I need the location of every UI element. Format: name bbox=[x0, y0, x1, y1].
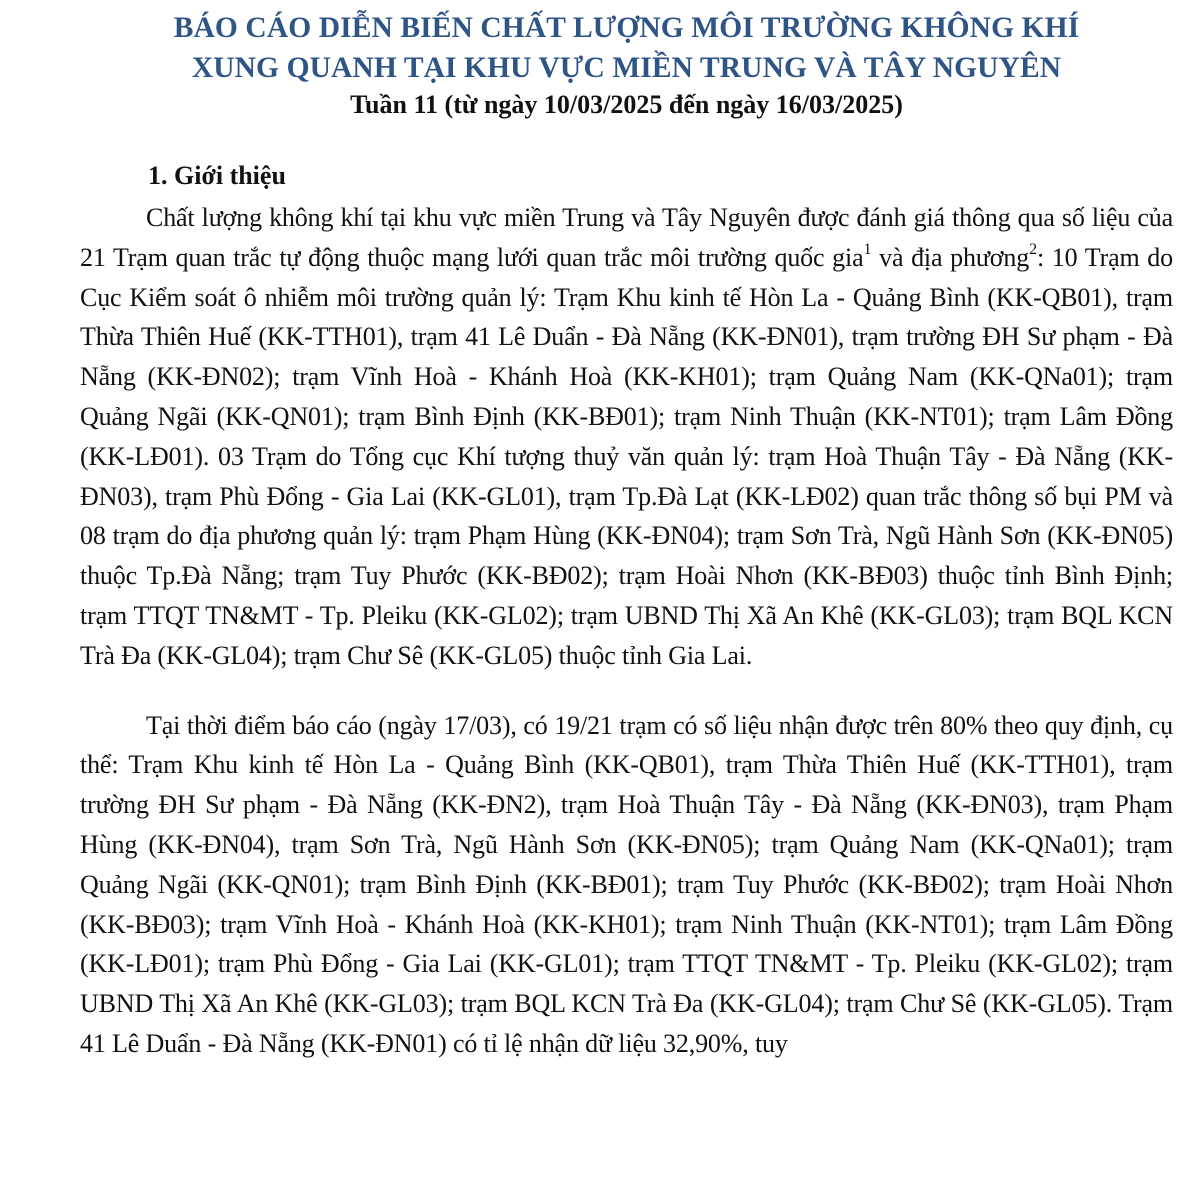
title-line-2: XUNG QUANH TẠI KHU VỰC MIỀN TRUNG VÀ TÂY NGUYÊN bbox=[191, 52, 1062, 84]
intro-paragraph-1-part-a: Chất lượng không khí tại khu vực miền Trung và Tây Nguyên được đánh giá thông qua số liệu của 21 Trạm quan trắc tự động thuộc mạng lưới quan trắc môi trường quốc gia bbox=[80, 203, 1173, 272]
report-subtitle: Tuần 11 (từ ngày 10/03/2025 đến ngày 16/03/2025) bbox=[350, 90, 903, 119]
intro-paragraph-1-part-c: : 10 Trạm do Cục Kiểm soát ô nhiễm môi trường quản lý: Trạm Khu kinh tế Hòn La - Quảng Bình (KK-QB01), trạm Thừa Thiên Huế (KK-TTH01), trạm 41 Lê Duẩn - Đà Nẵng (KK-ĐN01), trạm trường ĐH Sư phạm - Đà Nẵng (KK-ĐN02); trạm Vĩnh Hoà - Khánh Hoà (KK-KH01); trạm Quảng Nam (KK-QNa01); trạm Quảng Ngãi (KK-QN01); trạm Bình Định (KK-BĐ01); trạm Ninh Thuận (KK-NT01); trạm Lâm Đồng (KK-LĐ01). 03 Trạm do Tổng cục Khí tượng thuỷ văn quản lý: trạm Hoà Thuận Tây - Đà Nẵng (KK-ĐN03), trạm Phù Đổng - Gia Lai (KK-GL01), trạm Tp.Đà Lạt (KK-LĐ02) quan trắc thông số bụi PM và 08 trạm do địa phương quản lý: trạm Phạm Hùng (KK-ĐN04); trạm Sơn Trà, Ngũ Hành Sơn (KK-ĐN05) thuộc Tp.Đà Nẵng; trạm Tuy Phước (KK-BĐ02); trạm Hoài Nhơn (KK-BĐ03) thuộc tỉnh Bình Định; trạm TTQT TN&MT - Tp. Pleiku (KK-GL02); trạm UBND Thị Xã An Khê (KK-GL03); trạm BQL KCN Trà Đa (KK-GL04); trạm Chư Sê (KK-GL05) thuộc tỉnh Gia Lai. bbox=[80, 242, 1173, 670]
document-page bbox=[80, 0, 1173, 1064]
intro-paragraph-1 bbox=[80, 198, 1173, 676]
footnote-ref-2[interactable]: 2 bbox=[1029, 241, 1037, 259]
title-line-1: BÁO CÁO DIỄN BIẾN CHẤT LƯỢNG MÔI TRƯỜNG KHÔNG KHÍ bbox=[173, 12, 1080, 44]
intro-paragraph-2: Tại thời điểm báo cáo (ngày 17/03), có 19/21 trạm có số liệu nhận được trên 80% theo quy định, cụ thể: Trạm Khu kinh tế Hòn La - Quảng Bình (KK-QB01), trạm Thừa Thiên Huế (KK-TTH01), trạm trường ĐH Sư phạm - Đà Nẵng (KK-ĐN2), trạm Hoà Thuận Tây - Đà Nẵng (KK-ĐN03), trạm Phạm Hùng (KK-ĐN04), trạm Sơn Trà, Ngũ Hành Sơn (KK-ĐN05); trạm Quảng Nam (KK-QNa01); trạm Quảng Ngãi (KK-QN01); trạm Bình Định (KK-BĐ01); trạm Tuy Phước (KK-BĐ02); trạm Hoài Nhơn (KK-BĐ03); trạm Vĩnh Hoà - Khánh Hoà (KK-KH01); trạm Ninh Thuận (KK-NT01); trạm Lâm Đồng (KK-LĐ01); trạm Phù Đổng - Gia Lai (KK-GL01); trạm TTQT TN&MT - Tp. Pleiku (KK-GL02); trạm UBND Thị Xã An Khê (KK-GL03); trạm BQL KCN Trà Đa (KK-GL04); trạm Chư Sê (KK-GL05). Trạm 41 Lê Duẩn - Đà Nẵng (KK-ĐN01) có tỉ lệ nhận dữ liệu 32,90%, tuy bbox=[80, 710, 1173, 1058]
intro-paragraph-1-part-b: và địa phương bbox=[871, 242, 1030, 272]
section-heading-introduction: 1. Giới thiệu bbox=[148, 161, 286, 190]
report-title bbox=[80, 8, 1173, 88]
footnote-ref-1[interactable]: 1 bbox=[863, 241, 872, 259]
